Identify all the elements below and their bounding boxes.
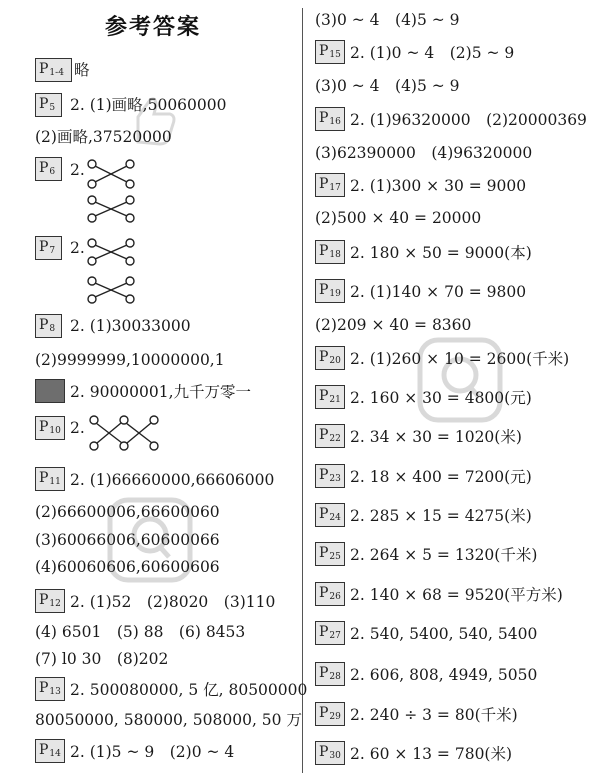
answer-line: 2. 180 × 50 = 9000(本) bbox=[350, 244, 532, 262]
answer-line: 2. (1)0 ~ 4 (2)5 ~ 9 bbox=[350, 44, 515, 62]
page-tag-16: P16 bbox=[315, 107, 345, 131]
answer-line: (2)209 × 40 = 8360 bbox=[315, 316, 472, 334]
page-tag-12: P12 bbox=[35, 589, 65, 613]
answer-line: 2. (1)5 ~ 9 (2)0 ~ 4 bbox=[70, 743, 235, 761]
answer-line: 2. (1)30033000 bbox=[70, 317, 191, 335]
answer-line: 2. 18 × 400 = 7200(元) bbox=[350, 468, 532, 486]
answer-line: 2. (1)52 (2)8020 (3)110 bbox=[70, 593, 276, 611]
page-tag-9-obscured bbox=[35, 379, 65, 403]
answer-line: (3)0 ~ 4 (4)5 ~ 9 bbox=[315, 77, 460, 95]
answer-line: 2. 60 × 13 = 780(米) bbox=[350, 745, 513, 763]
page-tag-27: P27 bbox=[315, 621, 345, 645]
watermark-logo-icon bbox=[415, 335, 505, 425]
answer-line: 2. 160 × 30 = 4800(元) bbox=[350, 389, 532, 407]
answer-line: 2. bbox=[70, 161, 85, 179]
answer-line: (4)60060606,60600606 bbox=[35, 558, 220, 576]
answer-line: 2. (1)画略,50060000 bbox=[70, 96, 227, 114]
answer-line: (3)62390000 (4)96320000 bbox=[315, 144, 533, 162]
matching-lines-icon bbox=[88, 414, 160, 452]
answer-line: (2)500 × 40 = 20000 bbox=[315, 209, 482, 227]
answer-line: (2)9999999,10000000,1 bbox=[35, 351, 225, 369]
answer-line: 80050000, 580000, 508000, 50 万 bbox=[35, 711, 302, 729]
answer-line: (7) l0 30 (8)202 bbox=[35, 650, 169, 668]
page-tag-30: P30 bbox=[315, 741, 345, 765]
answer-line: 2. (1)96320000 (2)20000369 bbox=[350, 111, 587, 129]
answer-line: 2. 285 × 15 = 4275(米) bbox=[350, 507, 532, 525]
matching-lines-icon bbox=[86, 237, 136, 305]
page-tag-29: P29 bbox=[315, 702, 345, 726]
page-tag-6: P6 bbox=[35, 157, 62, 181]
page-tag-11: P11 bbox=[35, 467, 65, 491]
answer-line: 2. bbox=[70, 419, 85, 437]
page-tag-8: P8 bbox=[35, 314, 62, 338]
page-tag-26: P26 bbox=[315, 582, 345, 606]
answer-line: 2. bbox=[70, 239, 85, 257]
page-tag-17: P17 bbox=[315, 173, 345, 197]
answer-line: 2. 264 × 5 = 1320(千米) bbox=[350, 546, 538, 564]
page-tag-20: P20 bbox=[315, 346, 345, 370]
answer-line: 2. 34 × 30 = 1020(米) bbox=[350, 428, 522, 446]
answer-line: 2. 240 ÷ 3 = 80(千米) bbox=[350, 706, 518, 724]
watermark-logo-icon bbox=[105, 495, 195, 585]
page-tag-24: P24 bbox=[315, 503, 345, 527]
answer-line: 2. 540, 5400, 540, 5400 bbox=[350, 625, 538, 643]
matching-lines-icon bbox=[86, 158, 136, 224]
answer-line: 2. 140 × 68 = 9520(平方米) bbox=[350, 586, 563, 604]
page-tag-1-4: P1-4 bbox=[35, 58, 72, 82]
answer-line: (3)60066006,60600066 bbox=[35, 531, 220, 549]
answer-line: 2. 606, 808, 4949, 5050 bbox=[350, 666, 538, 684]
page-tag-14: P14 bbox=[35, 739, 65, 763]
answer-line: (4) 6501 (5) 88 (6) 8453 bbox=[35, 623, 246, 641]
answer-line: 2. 500080000, 5 亿, 80500000 bbox=[70, 681, 308, 699]
answer-line: 2. (1)260 × 10 = 2600(千米) bbox=[350, 350, 570, 368]
page-tag-28: P28 bbox=[315, 662, 345, 686]
column-divider bbox=[302, 8, 303, 773]
answer-line: 略 bbox=[74, 61, 90, 79]
watermark-thumb-icon bbox=[128, 92, 178, 147]
answer-line: (2)66600006,66600060 bbox=[35, 503, 220, 521]
page-tag-7: P7 bbox=[35, 236, 62, 260]
page-tag-19: P19 bbox=[315, 279, 345, 303]
page-tag-21: P21 bbox=[315, 385, 345, 409]
page-tag-18: P18 bbox=[315, 240, 345, 264]
answer-key-title: 参考答案 bbox=[105, 15, 202, 40]
page-tag-25: P25 bbox=[315, 542, 345, 566]
page-tag-15: P15 bbox=[315, 40, 345, 64]
answer-line: 2. (1)66660000,66606000 bbox=[70, 471, 275, 489]
answer-line: 2. (1)300 × 30 = 9000 bbox=[350, 177, 527, 195]
page-tag-23: P23 bbox=[315, 464, 345, 488]
page-tag-5: P5 bbox=[35, 93, 62, 117]
answer-line: (3)0 ~ 4 (4)5 ~ 9 bbox=[315, 11, 460, 29]
page-tag-13: P13 bbox=[35, 677, 65, 701]
answer-line: 2. (1)140 × 70 = 9800 bbox=[350, 283, 527, 301]
answer-line: 2. 90000001,九千万零一 bbox=[70, 383, 252, 401]
page-tag-22: P22 bbox=[315, 424, 345, 448]
page-tag-10: P10 bbox=[35, 416, 65, 440]
answer-line: (2)画略,37520000 bbox=[35, 128, 172, 146]
